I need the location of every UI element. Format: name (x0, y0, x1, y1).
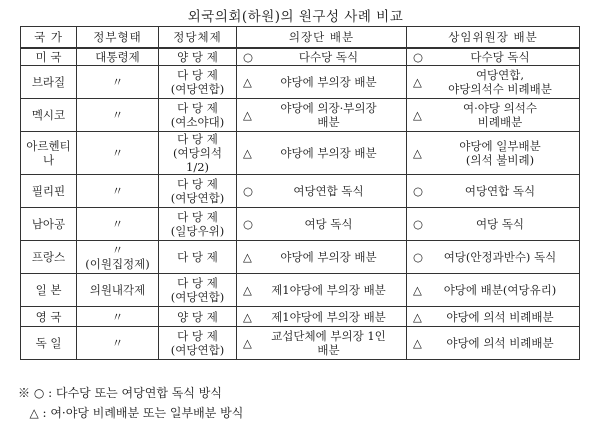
country-cell (21, 274, 77, 307)
table-row (21, 66, 580, 99)
country-cell-text: 아르헨티 나 (26, 139, 71, 167)
country-cell-text: 프랑스 (31, 250, 66, 264)
speaker-allocation-cell (237, 208, 407, 241)
government-type-cell (77, 99, 159, 132)
speaker-allocation-cell (237, 175, 407, 208)
government-type-cell (77, 175, 159, 208)
allocation-text: 여당연합 독식 (464, 184, 536, 198)
table-row (21, 99, 580, 132)
committee-allocation-cell (407, 274, 580, 307)
government-type-cell (77, 241, 159, 274)
allocation-text: 여당 독식 (304, 217, 353, 231)
country-cell (21, 48, 77, 66)
table-header-row (21, 27, 580, 48)
method-symbol: ○ (413, 184, 424, 198)
committee-allocation-cell (407, 307, 580, 327)
government-type-cell (77, 274, 159, 307)
method-symbol: △ (243, 309, 252, 324)
country-cell-text: 브라질 (31, 75, 66, 89)
method-symbol: △ (243, 250, 252, 264)
committee-allocation-cell (407, 208, 580, 241)
speaker-allocation-cell (237, 48, 407, 66)
government-type-cell (77, 66, 159, 99)
government-type-cell (77, 132, 159, 175)
allocation-text: 야당에 부의장 배분 (280, 75, 377, 89)
government-type-cell-text: 〃 (111, 75, 124, 89)
government-type-cell-text: 대통령제 (95, 49, 140, 64)
party-system-cell (159, 274, 237, 307)
method-symbol: △ (243, 108, 252, 122)
government-type-cell (77, 48, 159, 66)
party-system-cell-text: 다 당 제 (여당의석 1/2) (173, 132, 222, 174)
table-row (21, 327, 580, 360)
party-system-cell (159, 99, 237, 132)
country-cell-text: 멕시코 (31, 108, 66, 122)
speaker-allocation-cell (237, 274, 407, 307)
allocation-text: 여당 독식 (475, 217, 525, 231)
allocation-text: 야당에 의석 비례배분 (446, 336, 554, 350)
method-symbol: ○ (413, 217, 424, 231)
committee-allocation-cell (407, 175, 580, 208)
method-symbol: △ (243, 75, 252, 89)
country-cell-text: 일 본 (35, 283, 62, 297)
party-system-cell (159, 307, 237, 327)
party-system-cell-text: 다 당 제 (여당연합) (170, 329, 225, 357)
comparison-table (20, 26, 580, 360)
speaker-allocation-cell (237, 132, 407, 175)
government-type-cell (77, 327, 159, 360)
method-symbol: △ (243, 146, 252, 160)
party-system-cell-text: 양 당 제 (177, 49, 218, 64)
method-symbol: ○ (413, 250, 424, 264)
party-system-cell (159, 208, 237, 241)
government-type-cell-text: 〃 (111, 336, 124, 350)
committee-allocation-cell (407, 132, 580, 175)
country-cell (21, 175, 77, 208)
allocation-text: 여·야당 의석수 비례배분 (463, 101, 537, 129)
header-party-system: 정당체제 (159, 27, 237, 48)
allocation-text: 다수당 독식 (470, 49, 530, 64)
table-row (21, 175, 580, 208)
party-system-cell-text: 다 당 제 (여당연합) (170, 68, 225, 96)
speaker-allocation-cell (237, 66, 407, 99)
method-symbol: △ (243, 336, 252, 350)
method-symbol: △ (413, 75, 422, 89)
method-symbol: △ (413, 336, 422, 350)
party-system-cell-text: 다 당 제 (여당연합) (170, 276, 225, 304)
table-row (21, 241, 580, 274)
table-row (21, 48, 580, 66)
table-row (21, 307, 580, 327)
party-system-cell (159, 132, 237, 175)
header-government-type: 정부형태 (77, 27, 159, 48)
speaker-allocation-cell (237, 241, 407, 274)
country-cell (21, 132, 77, 175)
party-system-cell-text: 다 당 제 (여소야대) (170, 101, 225, 129)
party-system-cell-text: 양 당 제 (177, 309, 218, 324)
allocation-text: 제1야당에 부의장 배분 (271, 309, 386, 324)
allocation-text: 여당연합 독식 (293, 184, 364, 198)
header-committee-allocation: 상임위원장 배분 (407, 27, 580, 48)
allocation-text: 여당연합, 야당의석수 비례배분 (448, 68, 552, 96)
country-cell (21, 327, 77, 360)
allocation-text: 여당(안정과반수) 독식 (443, 250, 557, 264)
committee-allocation-cell (407, 327, 580, 360)
method-symbol: △ (243, 283, 252, 297)
government-type-cell-text: 〃 (111, 184, 124, 198)
speaker-allocation-cell (237, 327, 407, 360)
country-cell (21, 307, 77, 327)
allocation-text: 야당에 의장·부의장 배분 (280, 101, 377, 129)
table-row (21, 274, 580, 307)
party-system-cell (159, 327, 237, 360)
method-symbol: ○ (413, 49, 424, 64)
table-row (21, 132, 580, 175)
country-cell (21, 241, 77, 274)
note-circle: ○ : 다수당 또는 여당연합 독식 방식 (30, 386, 222, 400)
country-cell (21, 208, 77, 241)
country-cell-text: 영 국 (35, 309, 62, 324)
note-triangle: △ : 여·야당 비례배분 또는 일부배분 방식 (18, 406, 244, 420)
country-cell (21, 66, 77, 99)
party-system-cell-text: 다 당 제 (일당우위) (170, 210, 225, 238)
government-type-cell-text: 〃 (이원집정제) (85, 243, 150, 271)
method-symbol: △ (413, 146, 422, 160)
speaker-allocation-cell (237, 307, 407, 327)
party-system-cell-text: 다 당 제 (여당연합) (170, 177, 225, 205)
government-type-cell (77, 208, 159, 241)
country-cell-text: 남아공 (31, 217, 66, 231)
note-marker: ※ (18, 386, 31, 400)
method-symbol: △ (413, 283, 422, 297)
allocation-text: 야당에 부의장 배분 (280, 250, 377, 264)
method-symbol: ○ (243, 217, 254, 231)
party-system-cell-text: 다 당 제 (177, 250, 218, 264)
allocation-text: 제1야당에 부의장 배분 (271, 283, 386, 297)
table-body (21, 48, 580, 360)
country-cell-text: 필리핀 (31, 184, 66, 198)
speaker-allocation-cell (237, 99, 407, 132)
document-title: 외국의회(하원)의 원구성 사례 비교 (187, 9, 404, 25)
committee-allocation-cell (407, 99, 580, 132)
header-speaker-allocation: 의장단 배분 (237, 27, 407, 48)
government-type-cell-text: 〃 (111, 217, 124, 231)
party-system-cell (159, 66, 237, 99)
government-type-cell-text: 〃 (111, 108, 124, 122)
party-system-cell (159, 241, 237, 274)
method-symbol: △ (413, 309, 422, 324)
country-cell (21, 99, 77, 132)
allocation-text: 다수당 독식 (298, 49, 359, 64)
allocation-text: 야당에 부의장 배분 (280, 146, 377, 160)
committee-allocation-cell (407, 66, 580, 99)
committee-allocation-cell (407, 48, 580, 66)
government-type-cell-text: 〃 (111, 146, 124, 160)
country-cell-text: 독 일 (35, 336, 62, 350)
committee-allocation-cell (407, 241, 580, 274)
header-country: 국 가 (21, 27, 77, 48)
government-type-cell (77, 307, 159, 327)
country-cell-text: 미 국 (35, 49, 62, 64)
party-system-cell (159, 48, 237, 66)
method-symbol: △ (413, 108, 422, 122)
legend-notes (18, 383, 243, 423)
method-symbol: ○ (243, 184, 254, 198)
method-symbol: ○ (243, 49, 254, 64)
party-system-cell (159, 175, 237, 208)
allocation-text: 야당에 의석 비례배분 (446, 309, 554, 324)
government-type-cell-text: 의원내각제 (89, 283, 146, 297)
allocation-text: 야당에 일부배분 (의석 불비례) (459, 139, 541, 167)
government-type-cell-text: 〃 (111, 309, 124, 324)
allocation-text: 야당에 배분(여당유리) (443, 283, 557, 297)
table-row (21, 208, 580, 241)
allocation-text: 교섭단체에 부의장 1인 배분 (271, 329, 386, 357)
